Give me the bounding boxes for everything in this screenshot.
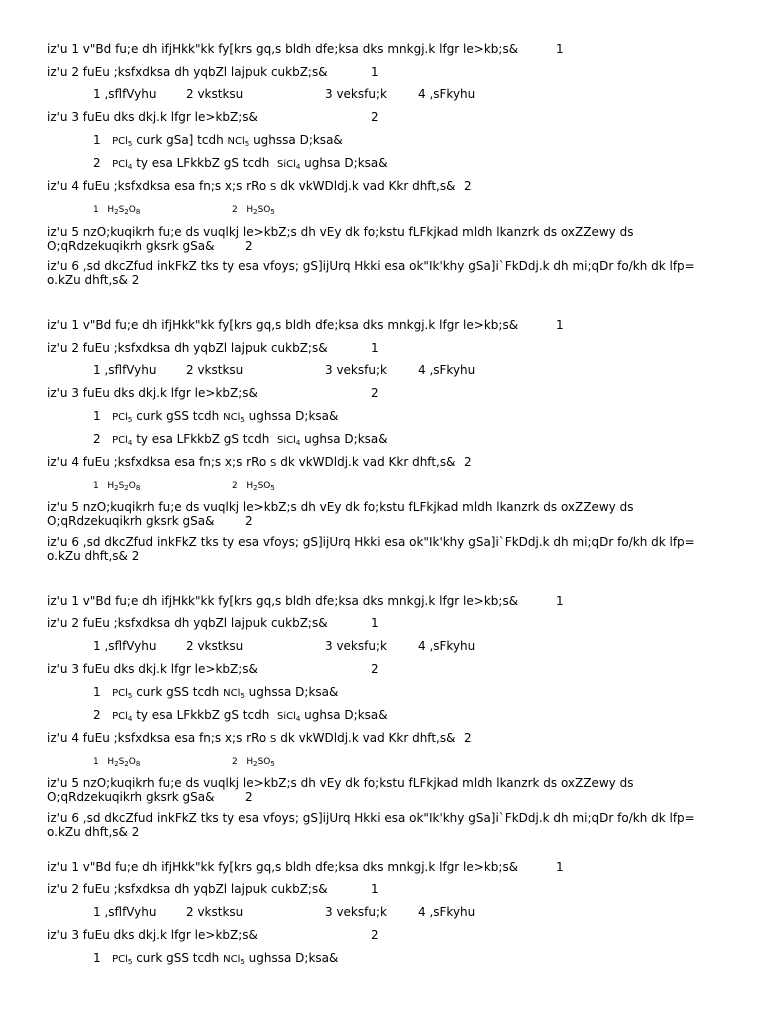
marks: 1 <box>556 594 564 608</box>
option: 2 vkstksu <box>186 639 244 653</box>
sub-item: 1 PCl$_5$ curk gSS tcdh NCl$_5$ ughssa D;ksa& <box>93 951 339 966</box>
marks: 1 <box>371 341 379 355</box>
option: 2 vkstksu <box>186 905 244 919</box>
option: 3 veksfu;k <box>325 905 387 919</box>
marks: 1 <box>371 616 379 630</box>
sub-item: 2 PCl$_4$ ty esa LFkkbZ gS tcdh SiCl$_4$ ughsa D;ksa& <box>93 432 388 447</box>
option: 3 veksfu;k <box>325 639 387 653</box>
question-2: iz'u 2 fuEu ;ksfxdksa dh yqbZl lajpuk cukbZ;s& <box>47 65 328 79</box>
marks: 2 <box>464 455 472 469</box>
marks: 1 <box>371 65 379 79</box>
question-1: iz'u 1 v"Bd fu;e dh ifjHkk"kk fy[krs gq,s bldh dfe;ksa dks mnkgj.k lfgr le>kb;s& <box>47 594 519 608</box>
question-6: iz'u 6 ,sd dkcZfud inkFkZ tks ty esa vfoys; gS]ijUrq Hkki esa ok"Ik'khy gSa]i`FkDdj.k dh mi;qDr fo/kh dk lfp= o.kZu dhft,s& 2 <box>47 535 695 563</box>
formula: 2 $H_2SO_5$ <box>232 481 275 492</box>
option: 4 ,sFkyhu <box>418 905 476 919</box>
sub-item: 2 PCl$_4$ ty esa LFkkbZ gS tcdh SiCl$_4$ ughsa D;ksa& <box>93 708 388 723</box>
marks: 1 <box>556 860 564 874</box>
question-2: iz'u 2 fuEu ;ksfxdksa dh yqbZl lajpuk cukbZ;s& <box>47 341 328 355</box>
question-3: iz'u 3 fuEu dks dkj.k lfgr le>kbZ;s& <box>47 386 258 400</box>
option: 2 vkstksu <box>186 87 244 101</box>
option: 2 vkstksu <box>186 363 244 377</box>
marks: 2 <box>371 110 379 124</box>
option: 3 veksfu;k <box>325 87 387 101</box>
option: 4 ,sFkyhu <box>418 87 476 101</box>
option: 1 ,sflfVyhu <box>93 363 157 377</box>
sub-item: 1 PCl$_5$ curk gSS tcdh NCl$_5$ ughssa D;ksa& <box>93 409 339 424</box>
option: 1 ,sflfVyhu <box>93 905 157 919</box>
question-1: iz'u 1 v"Bd fu;e dh ifjHkk"kk fy[krs gq,s bldh dfe;ksa dks mnkgj.k lfgr le>kb;s& <box>47 42 519 56</box>
option: 3 veksfu;k <box>325 363 387 377</box>
option: 4 ,sFkyhu <box>418 363 476 377</box>
marks: 2 <box>371 662 379 676</box>
option: 1 ,sflfVyhu <box>93 639 157 653</box>
question-5: iz'u 5 nzO;kuqikrh fu;e ds vuqlkj le>kbZ;s dh vEy dk fo;kstu fLFkjkad mldh lkanzrk ds oxZZewy ds O;qRdzekuqikrh gksrk gSa& 2 <box>47 776 634 804</box>
question-6: iz'u 6 ,sd dkcZfud inkFkZ tks ty esa vfoys; gS]ijUrq Hkki esa ok"Ik'khy gSa]i`FkDdj.k dh mi;qDr fo/kh dk lfp= o.kZu dhft,s& 2 <box>47 259 695 287</box>
sub-item: 1 PCl$_5$ curk gSa] tcdh NCl$_5$ ughssa D;ksa& <box>93 133 343 148</box>
marks: 1 <box>556 42 564 56</box>
marks: 2 <box>464 731 472 745</box>
option: 4 ,sFkyhu <box>418 639 476 653</box>
marks: 2 <box>371 928 379 942</box>
marks: 1 <box>371 882 379 896</box>
question-1: iz'u 1 v"Bd fu;e dh ifjHkk"kk fy[krs gq,s bldh dfe;ksa dks mnkgj.k lfgr le>kb;s& <box>47 860 519 874</box>
option: 1 ,sflfVyhu <box>93 87 157 101</box>
formula: 1 $H_2S_2O_8$ <box>93 205 141 216</box>
question-3: iz'u 3 fuEu dks dkj.k lfgr le>kbZ;s& <box>47 662 258 676</box>
question-4: iz'u 4 fuEu ;ksfxdksa esa fn;s x;s rRo S dk vkWDldj.k vad Kkr dhft,s& <box>47 179 456 193</box>
question-2: iz'u 2 fuEu ;ksfxdksa dh yqbZl lajpuk cukbZ;s& <box>47 882 328 896</box>
formula: 1 $H_2S_2O_8$ <box>93 757 141 768</box>
sub-item: 1 PCl$_5$ curk gSS tcdh NCl$_5$ ughssa D;ksa& <box>93 685 339 700</box>
question-4: iz'u 4 fuEu ;ksfxdksa esa fn;s x;s rRo S dk vkWDldj.k vad Kkr dhft,s& <box>47 731 456 745</box>
question-3: iz'u 3 fuEu dks dkj.k lfgr le>kbZ;s& <box>47 928 258 942</box>
question-5: iz'u 5 nzO;kuqikrh fu;e ds vuqlkj le>kbZ;s dh vEy dk fo;kstu fLFkjkad mldh lkanzrk ds oxZZewy ds O;qRdzekuqikrh gksrk gSa& 2 <box>47 225 634 253</box>
marks: 2 <box>464 179 472 193</box>
question-2: iz'u 2 fuEu ;ksfxdksa dh yqbZl lajpuk cukbZ;s& <box>47 616 328 630</box>
question-4: iz'u 4 fuEu ;ksfxdksa esa fn;s x;s rRo S dk vkWDldj.k vad Kkr dhft,s& <box>47 455 456 469</box>
question-3: iz'u 3 fuEu dks dkj.k lfgr le>kbZ;s& <box>47 110 258 124</box>
formula: 1 $H_2S_2O_8$ <box>93 481 141 492</box>
marks: 1 <box>556 318 564 332</box>
marks: 2 <box>371 386 379 400</box>
sub-item: 2 PCl$_4$ ty esa LFkkbZ gS tcdh SiCl$_4$ ughsa D;ksa& <box>93 156 388 171</box>
question-5: iz'u 5 nzO;kuqikrh fu;e ds vuqlkj le>kbZ;s dh vEy dk fo;kstu fLFkjkad mldh lkanzrk ds oxZZewy ds O;qRdzekuqikrh gksrk gSa& 2 <box>47 500 634 528</box>
question-6: iz'u 6 ,sd dkcZfud inkFkZ tks ty esa vfoys; gS]ijUrq Hkki esa ok"Ik'khy gSa]i`FkDdj.k dh mi;qDr fo/kh dk lfp= o.kZu dhft,s& 2 <box>47 811 695 839</box>
question-1: iz'u 1 v"Bd fu;e dh ifjHkk"kk fy[krs gq,s bldh dfe;ksa dks mnkgj.k lfgr le>kb;s& <box>47 318 519 332</box>
formula: 2 $H_2SO_5$ <box>232 757 275 768</box>
formula: 2 $H_2SO_5$ <box>232 205 275 216</box>
